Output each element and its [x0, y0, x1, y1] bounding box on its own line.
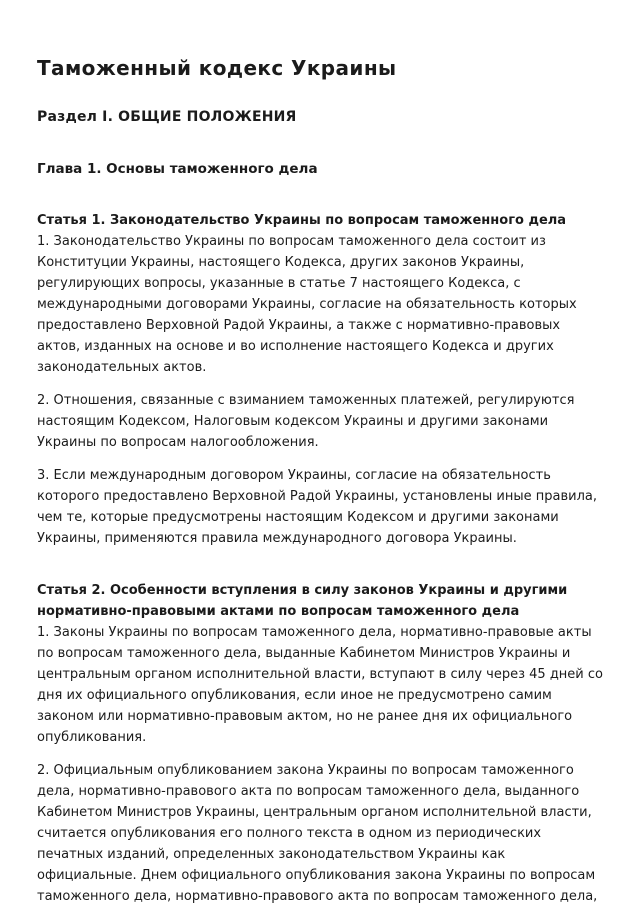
article-1-paragraph-3: 3. Если международным договором Украины, согласие на обязательность которого предоставлено Верховной Радой Украины, установлены иные правила, чем те, которые предусмотрены настоящим Кодексом и другими законами Украины, применяются правила международного договора Украины. — [37, 468, 597, 546]
article-2 — [37, 580, 603, 907]
section-heading: Раздел I. ОБЩИЕ ПОЛОЖЕНИЯ — [37, 109, 297, 125]
document-title: Таможенный кодекс Украины — [37, 56, 397, 80]
article-2-heading: Статья 2. Особенности вступления в силу законов Украины и другими нормативно-правовыми актами по вопросам таможенного дела — [37, 583, 568, 619]
article-1-paragraph-1: 1. Законодательство Украины по вопросам таможенного дела состоит из Конституции Украины, настоящего Кодекса, других законов Украины, регулирующих вопросы, указанные в статье 7 настоящего Кодекса, с международными договорами Украины, согласие на обязательность которых предоставлено Верховной Радой Украины, а также с нормативно-правовых актов, изданных на основе и во исполнение настоящего Кодекса и других законодательных актов. — [37, 234, 577, 375]
article-1-paragraph-2: 2. Отношения, связанные с взиманием таможенных платежей, регулируются настоящим Кодексом, Налоговым кодексом Украины и другими законами Украины по вопросам налогообложения. — [37, 393, 575, 450]
article-1-heading: Статья 1. Законодательство Украины по вопросам таможенного дела — [37, 213, 567, 228]
chapter-heading: Глава 1. Основы таможенного дела — [37, 161, 318, 177]
article-1 — [37, 210, 603, 549]
article-2-paragraph-1: 1. Законы Украины по вопросам таможенного дела, нормативно-правовые акты по вопросам таможенного дела, выданные Кабинетом Министров Украины и центральным органом исполнительной власти, вступают в силу через 45 дней со дня их официального опубликования, если иное не предусмотрено самим законом или нормативно-правовым актом, но не ранее дня их официального опубликования. — [37, 625, 603, 745]
article-2-paragraph-2: 2. Официальным опубликованием закона Украины по вопросам таможенного дела, нормативно-правового акта по вопросам таможенного дела, выданного Кабинетом Министров Украины, центральным органом исполнительной власти, считается опубликования его полного текста в одном из периодических печатных изданий, определенных законодательством Украины как официальные. Днем официального опубликования закона Украины по вопросам таможенного дела, нормативно-правового акта по вопросам таможенного дела, — [37, 763, 598, 904]
